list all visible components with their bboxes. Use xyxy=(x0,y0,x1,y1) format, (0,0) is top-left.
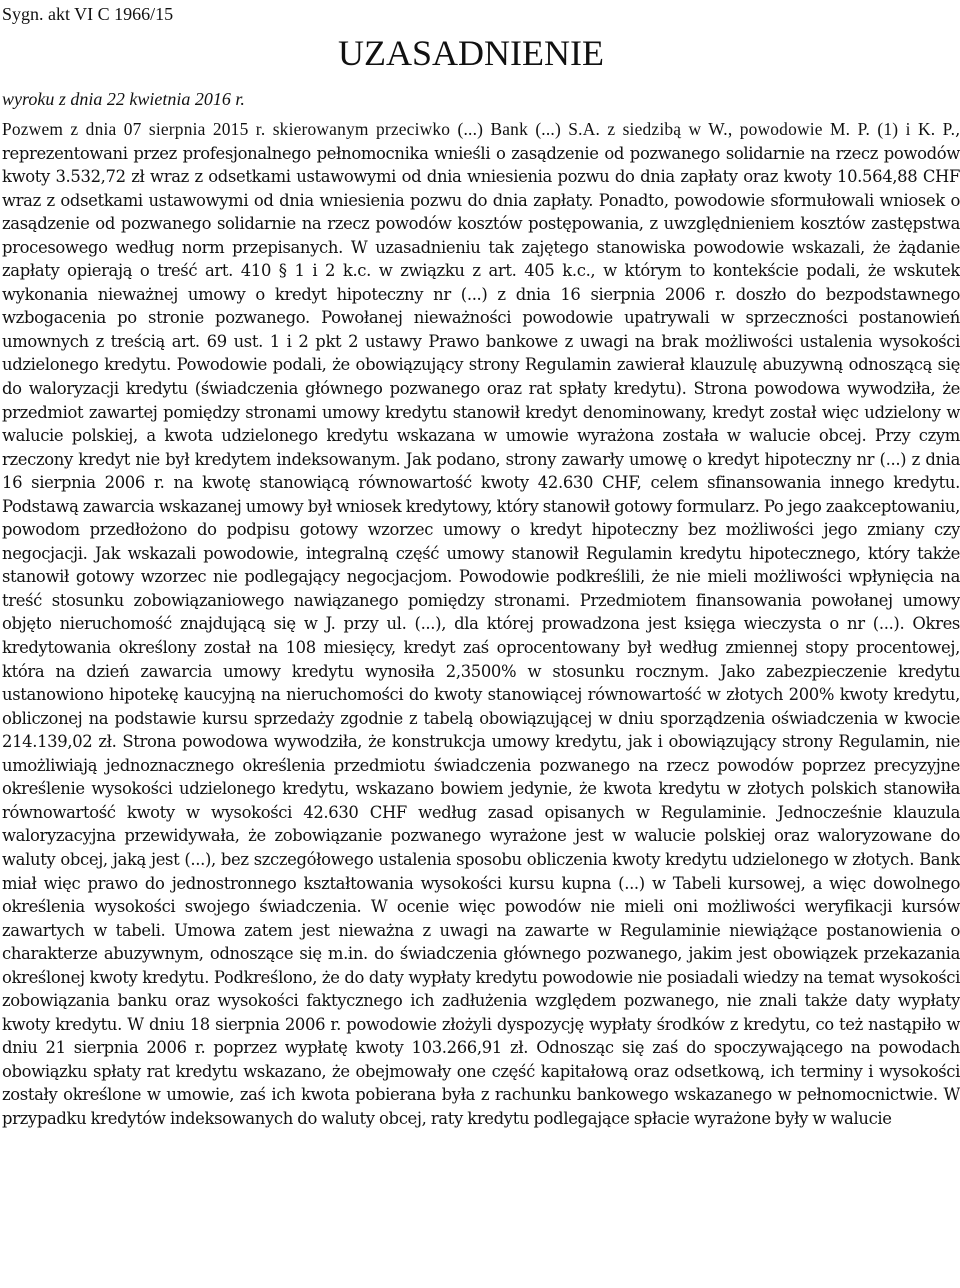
document-title: UZASADNIENIE xyxy=(338,33,604,73)
judgment-date: wyroku z dnia 22 kwietnia 2016 r. xyxy=(2,89,245,109)
intro-sentence: Pozwem z dnia 07 sierpnia 2015 r. skierowanym przeciwko (...) Bank (...) S.A. z siedzibą w W., powodowie M. P. (1) i K. P. xyxy=(2,119,956,139)
justification-body xyxy=(2,118,960,1131)
body-paragraph: , reprezentowani przez profesjonalnego pełnomocnika wnieśli o zasądzenie od pozwanego solidarnie na rzecz powodów kwoty 3.532,72 zł wraz z odsetkami ustawowymi od dnia wniesienia pozwu do dnia zapłaty oraz kwoty 10.564,88 CHF wraz z odsetkami ustawowymi od dnia wniesienia pozwu do dnia zapłaty. Ponadto, powodowie sformułowali wniosek o zasądzenie od pozwanego solidarnie na rzecz powodów kosztów postępowania, z uwzględnieniem kosztów zastępstwa procesowego według norm przepisanych. W uzasadnieniu tak zajętego stanowiska powodowie wskazali, że żądanie zapłaty opierają o treść art. 410 § 1 i 2 k.c. w związku z art. 405 k.c., w którym to kontekście podali, że wskutek wykonania nieważnej umowy o kredyt hipoteczny nr (...) z dnia 16 sierpnia 2006 r. doszło do bezpodstawnego wzbogacenia po stronie pozwanego. Powołanej nieważności powodowie upatrywali w sprzeczności postanowień umownych z treścią art. 69 ust. 1 i 2 pkt 2 ustawy Prawo bankowe z uwagi na brak możliwości ustalenia wysokości udzielonego kredytu. Powodowie podali, że obowiązujący strony Regulamin zawierał klauzulę abuzywną odnoszącą się do waloryzacji kredytu (świadczenia głównego pozwanego oraz rat spłaty kredytu). Strona powodowa wywodziła, że przedmiot zawartej pomiędzy stronami umowy kredytu stanowił kredyt denominowany, kredyt został więc udzielony w walucie polskiej, a kwota udzielonego kredytu wskazana w umowie wyrażona została w walucie obcej. Przy czym rzeczony kredyt nie był kredytem indeksowanym. Jak podano, strony zawarły umowę o kredyt hipoteczny nr (...) z dnia 16 sierpnia 2006 r. na kwotę stanowiącą równowartość kwoty 42.630 CHF, celem sfinansowania innego kredytu. Podstawą zawarcia wskazanej umowy był wniosek kredytowy, który stanowił gotowy formularz. Po jego zaakceptowaniu, powodom przedłożono do podpisu gotowy wzorzec umowy o kredyt hipoteczny bez możliwości jego zmiany czy negocjacji. Jak wskazali powodowie, integralną część umowy stanowił Regulamin kredytu hipotecznego, który także stanowił gotowy wzorzec nie podlegający negocjacjom. Powodowie podkreślili, że nie mieli możliwości wpłynięcia na treść stosunku zobowiązaniowego nawiązanego pomiędzy stronami. Przedmiotem finansowania powołanej umowy objęto nieruchomość znajdującą się w J. przy ul. (...), dla której prowadzona jest księga wieczysta o nr (...). Okres kredytowania określony został na 108 miesięcy, kredyt zaś oprocentowany był według zmiennej stopy procentowej, która na dzień zawarcia umowy kredytu wynosiła 2,3500% w stosunku rocznym. Jako zabezpieczenie kredytu ustanowiono hipotekę kaucyjną na nieruchomości do kwoty stanowiącej równowartość w złotych 200% kwoty kredytu, obliczonej na podstawie kursu sprzedaży zgodnie z tabelą obowiązującej w dniu sporządzenia oświadczenia w kwocie 214.139,02 zł. Strona powodowa wywodziła, że konstrukcja umowy kredytu, jak i obowiązujący strony Regulamin, nie umożliwiają jednoznacznego określenia przedmiotu świadczenia pozwanego na rzecz powodów poprzez precyzyjne określenie wysokości udzielonego kredytu, wskazano bowiem jedynie, że kwota kredytu w złotych polskich stanowiła równowartość kwoty w wysokości 42.630 CHF według zasad opisanych w Regulaminie. Jednocześnie klauzula waloryzacyjna przewidywała, że zobowiązanie pozwanego wyrażone jest w walucie polskiej oraz waloryzowane do waluty obcej, jaką jest (...), bez szczegółowego ustalenia sposobu obliczenia kwoty kredytu udzielonego w złotych. Bank miał więc prawo do jednostronnego kształtowania wysokości kursu kupna (...) w Tabeli kursowej, a więc dowolnego określenia wysokości swojego świadczenia. W ocenie więc powodów nie mieli oni możliwości weryfikacji kursów zawartych w tabeli. Umowa zatem jest nieważna z uwagi na zawarte w Regulaminie niewiążące postanowienia o charakterze abuzywnym, odnoszące się m.in. do świadczenia głównego pozwanego, jakim jest obowiązek przekazania określonej kwoty kredytu. Podkreślono, że do daty wypłaty kredytu powodowie nie posiadali wiedzy na temat wysokości zobowiązania banku oraz wysokości faktycznego ich zadłużenia względem pozwanego, nie znali także daty wypłaty kwoty kredytu. W dniu 18 sierpnia 2006 r. powodowie złożyli dyspozycję wypłaty środków z kredytu, co też nastąpiło w dniu 21 sierpnia 2006 r. poprzez wypłatę kwoty 103.266,91 zł. Odnosząc się zaś do spoczywającego na powodach obowiązku spłaty rat kredytu wskazano, że obejmowały one część kapitałową oraz odsetkową, ich terminy i wysokości zostały określone w umowie, zaś ich kwota pobierana była z rachunku bankowego wskazanego w pełnomocnictwie. W przypadku kredytów indeksowanych do waluty obcej, raty kredytu podlegające spłacie wyrażone były w walucie xyxy=(2,120,960,1128)
case-signature: Sygn. akt VI C 1966/15 xyxy=(2,4,174,24)
